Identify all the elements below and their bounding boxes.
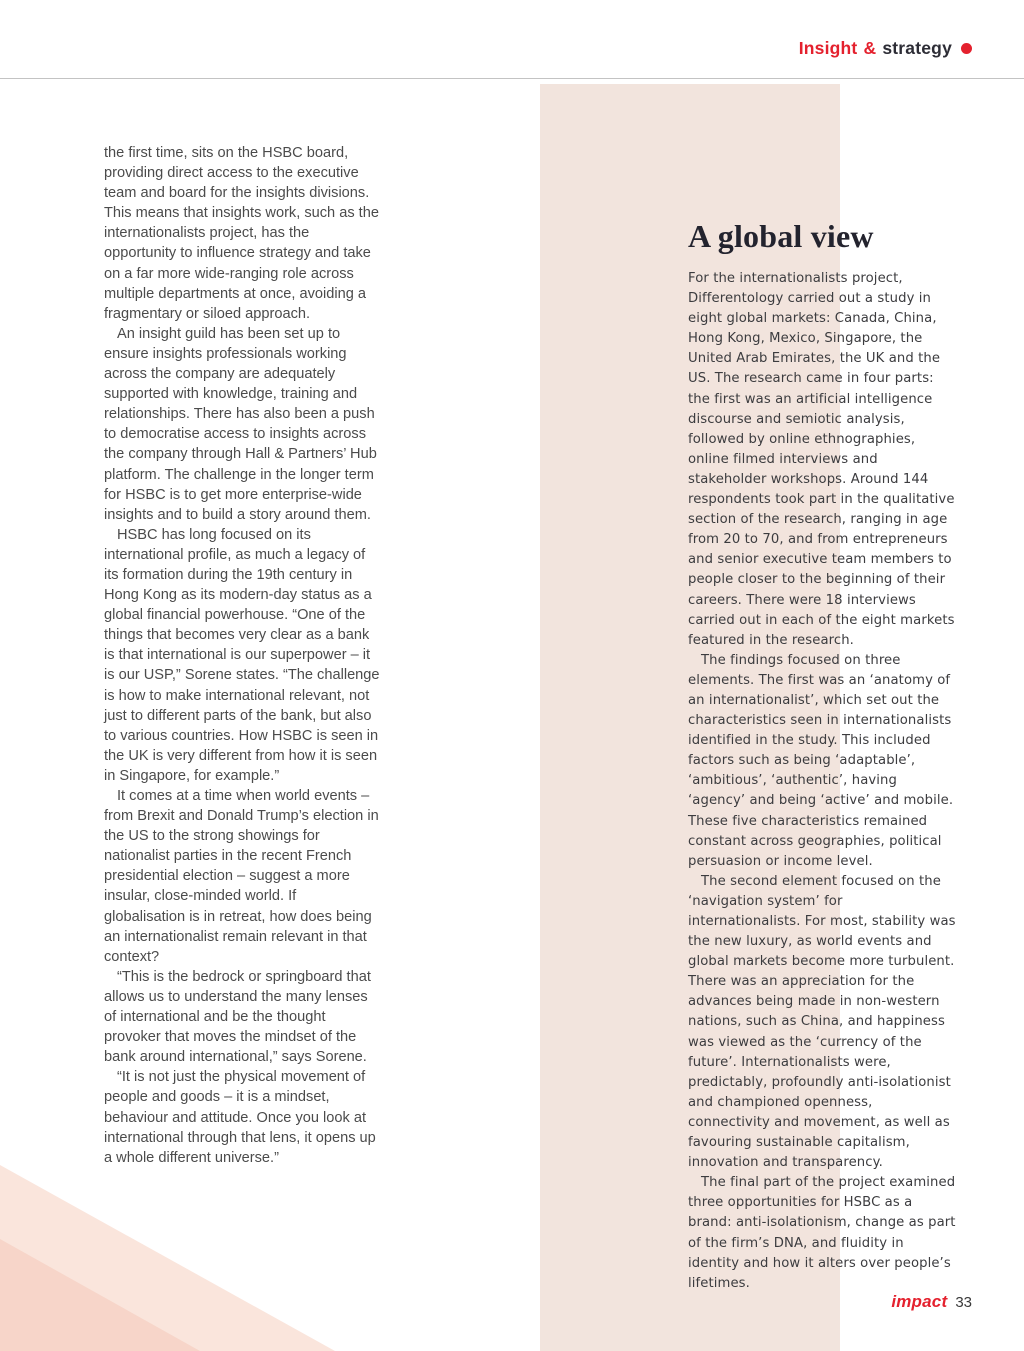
article-paragraph: HSBC has long focused on its international profile, as much a legacy of its formation during the 19th century in Hong Kong as its modern-day status as a global financial powerhouse. “One of the things that becomes very clear as a bank is that international is our superpower – it is our USP,” Sorene states. “The challenge is how to make international relevant, not just to different parts of the bank, but also to various countries. How HSBC is seen in the UK is very different from how it is seen in Singapore, for example.” [104, 526, 380, 784]
article-paragraph: “It is not just the physical movement of people and goods – it is a mindset, behaviour and attitude. Once you look at international through that lens, it opens up a whole different universe.” [104, 1069, 376, 1166]
sidebar-column [688, 218, 958, 1294]
sidebar-body [688, 269, 958, 1294]
magazine-logo: impact [891, 1292, 948, 1311]
section-header-ampersand: & [863, 38, 877, 58]
sidebar-paragraph: The final part of the project examined three opportunities for HSBC as a brand: anti-isolationism, change as part of the firm’s DNA, and fluidity in identity and how it alters over people’s lifetimes. [688, 1175, 956, 1291]
article-paragraph: An insight guild has been set up to ensure insights professionals working across the company are adequately supported with knowledge, training and relationships. There has also been a push to democratise access to insights across the company through Hall & Partners’ Hub platform. The challenge in the longer term for HSBC is to get more enterprise-wide insights and to build a story around them. [104, 325, 377, 523]
sidebar-paragraph: The second element focused on the ‘navigation system’ for internationalists. For most, stability was the new luxury, as world events and global markets become more turbulent. There was an appreciation for the advances being made in non-western nations, such as China, and happiness was viewed as the ‘currency of the future’. Internationalists were, predictably, profoundly anti-isolationist and championed openness, connectivity and movement, as well as favouring sustainable capitalism, innovation and transparency. [688, 873, 956, 1171]
article-paragraph: the first time, sits on the HSBC board, providing direct access to the executive team and board for the insights divisions. This means that insights work, such as the internationalists project, has the opportunity to influence strategy and take on a far more wide-ranging role across multiple departments at once, avoiding a fragmentary or siloed approach. [104, 145, 379, 322]
page-footer [891, 1292, 972, 1312]
article-left-column [104, 143, 380, 1168]
section-header-word-red: Insight [798, 38, 858, 58]
sidebar-paragraph: The findings focused on three elements. The first was an ‘anatomy of an internationalist’, which set out the characteristics seen in internationalists identified in the study. This included factors such as being ‘adaptable’, ‘ambitious’, ‘authentic’, having ‘agency’ and being ‘active’ and mobile. These five characteristics remained constant across geographies, political persuasion or income level. [688, 652, 954, 869]
article-paragraph: “This is the bedrock or springboard that allows us to understand the many lenses of international and be the thought provoker that moves the mindset of the bank around international,” says Sorene. [104, 968, 371, 1066]
section-header-word-dark: strategy [882, 38, 952, 58]
red-dot-icon [961, 43, 972, 54]
sidebar-title: A global view [688, 218, 874, 254]
sidebar-paragraph: For the internationalists project, Differentology carried out a study in eight global markets: Canada, China, Hong Kong, Mexico, Singapore, the United Arab Emirates, the UK and the US. The research came in four parts: the first was an artificial intelligence discourse and semiotic analysis, followed by online ethnographies, online filmed interviews and stakeholder workshops. Around 144 respondents took part in the qualitative section of the research, ranging in age from 20 to 70, and from entrepreneurs and senior executive team members to people closer to the beginning of their careers. There were 18 interviews carried out in each of the eight markets featured in the research. [688, 271, 955, 648]
section-header [799, 38, 972, 59]
header-rule [0, 78, 1024, 79]
article-paragraph: It comes at a time when world events – from Brexit and Donald Trump’s election in the US to the strong showings for nationalist parties in the recent French presidential election – suggest a more insular, close-minded world. If globalisation is in retreat, how does being an internationalist remain relevant in that context? [104, 788, 379, 965]
page-number: 33 [955, 1294, 972, 1311]
